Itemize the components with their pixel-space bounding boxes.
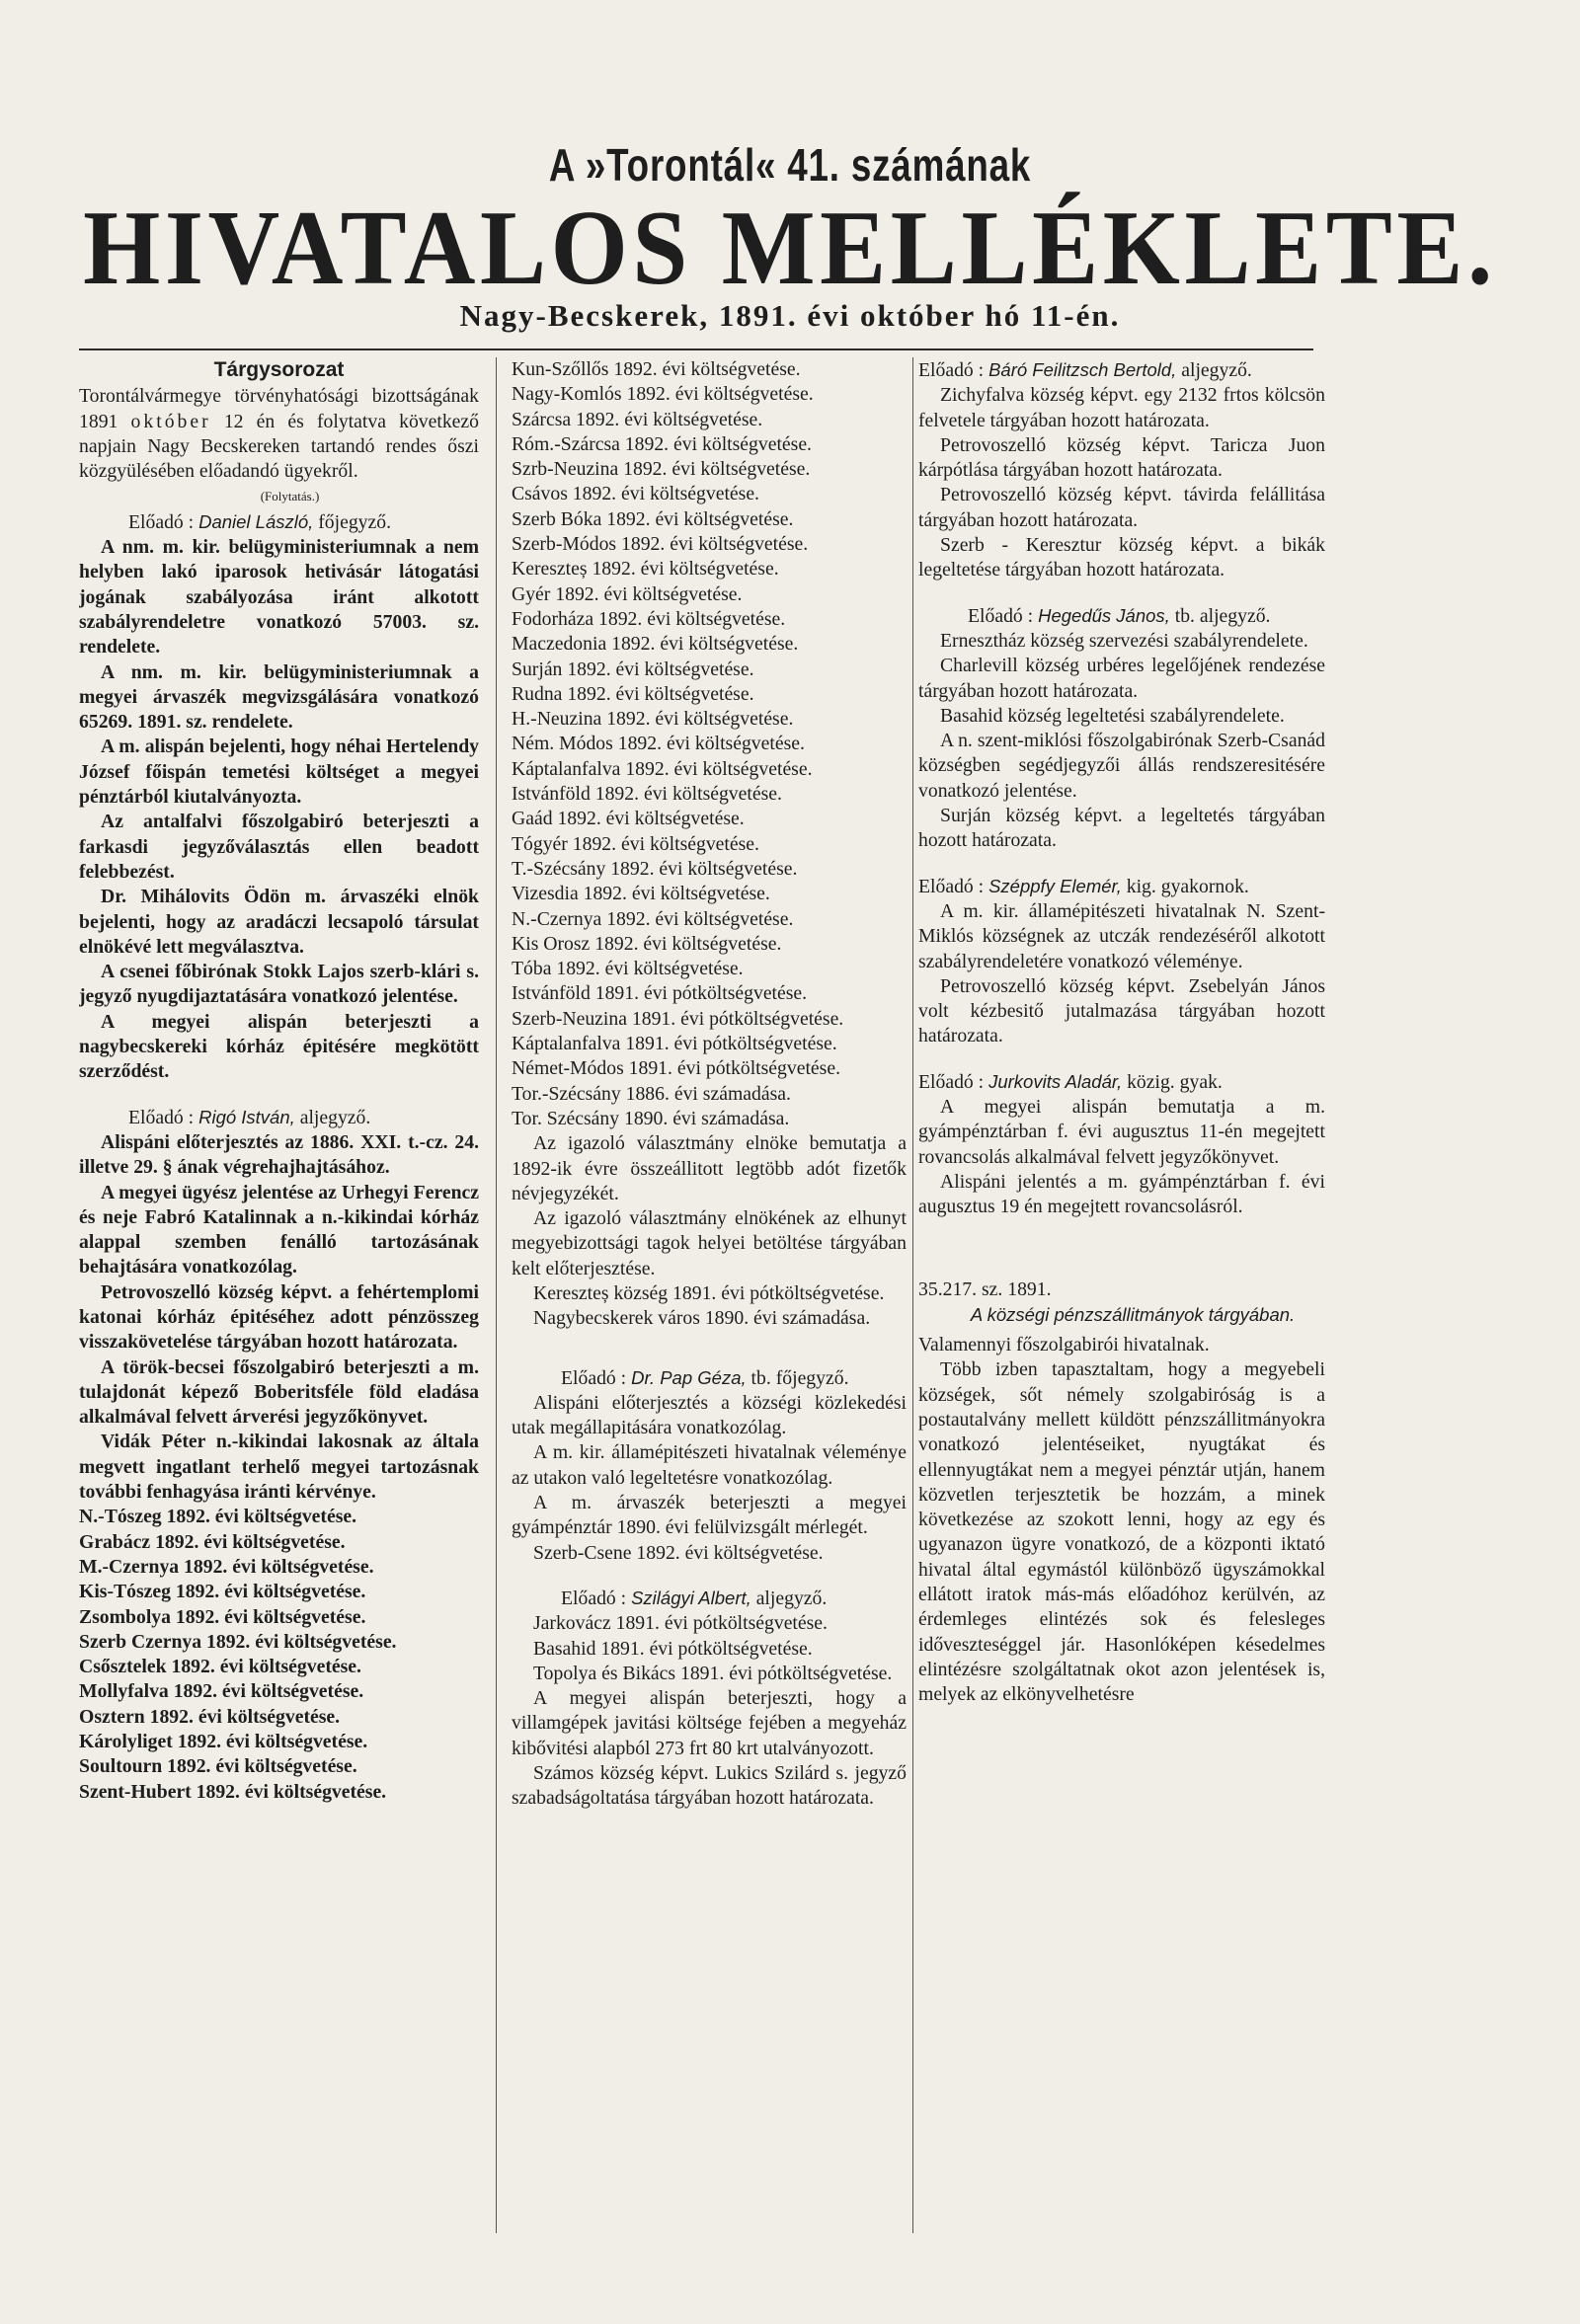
agenda-item: A csenei főbirónak Stokk Lajos szerb-klári s. jegyző nyugdijaztatására vonatkozó jelentése.	[79, 961, 479, 1008]
speaker-name: Szilágyi Albert,	[631, 1587, 751, 1608]
budget-item: Csávos 1892. évi költségvetése.	[512, 483, 759, 505]
masthead-issue-line: A »Torontál« 41. számának	[548, 139, 1032, 191]
agenda-item: A n. szent-miklósi főszolgabirónak Szerb-Csanád községben segédjegyzői állás rendszeresitésére vonatkozó jelentése.	[918, 730, 1325, 802]
speaker-label: Előadó :	[128, 1106, 195, 1128]
speaker-title: aljegyző.	[1181, 359, 1252, 381]
agenda-item: Basahid 1891. évi pótköltségvetése.	[533, 1637, 813, 1660]
budget-item: Kis Orosz 1892. évi költségvetése.	[512, 932, 782, 955]
speaker-label: Előadó :	[918, 359, 985, 381]
speaker-name: Dr. Pap Géza,	[631, 1366, 747, 1388]
budget-item: Szerb Bóka 1892. évi költségvetése.	[512, 507, 794, 530]
budget-item: Gaád 1892. évi költségvetése.	[512, 808, 745, 830]
speaker-feilitzsch	[918, 357, 1325, 383]
agenda-item: A török-becsei főszolgabiró beterjeszti a m. tulajdonát képező Boberitsféle föld eladása alkalmával felvett árverési jegyzőkönyvet.	[79, 1356, 479, 1429]
agenda-item: Szerb - Keresztur község képvt. a bikák legeltetése tárgyában hozott határozata.	[918, 534, 1325, 581]
budget-item: Szerb-Módos 1892. évi költségvetése.	[512, 533, 809, 556]
agenda-item: A nm. m. kir. belügyministeriumnak a nem helyben lakó iparosok hetivásár látogatási jogának szabályozása iránt alkotott szabályrendeletre vonatkozó 57003. sz. rendelete.	[79, 536, 479, 658]
budget-item: Rudna 1892. évi költségvetése.	[512, 682, 754, 705]
agenda-item: Zichyfalva község képvt. egy 2132 frtos kölcsön felvetele tárgyában hozott határozata.	[918, 384, 1325, 431]
agenda-item: Alispáni jelentés a m. gyámpénztárban f. évi augusztus 19 én megejtett rovancsolásról.	[918, 1170, 1325, 1218]
budget-item: Istvánföld 1892. évi költségvetése.	[512, 783, 782, 806]
agenda-item: Surján község képvt. a legeltetés tárgyában hozott határozata.	[918, 805, 1325, 852]
agenda-item: A m. kir. államépitészeti hivatalnak N. Szent-Miklós községnek az utczák rendezéséről alkotott szabályrendeletére vonatkozó véleménye.	[918, 899, 1325, 972]
speaker-hegedus	[918, 603, 1325, 629]
budget-item: Német-Módos 1891. évi pótköltségvetése.	[512, 1057, 840, 1080]
budget-item: Szerb Czernya 1892. évi költségvetése.	[79, 1630, 397, 1653]
speaker-szeppfy	[918, 874, 1325, 899]
speaker-title: tb. aljegyző.	[1174, 604, 1271, 627]
budget-item: Tor.-Szécsány 1886. évi számadása.	[512, 1082, 791, 1105]
agenda-item: Szerb-Csene 1892. évi költségvetése.	[533, 1541, 824, 1564]
column-divider-2	[912, 357, 913, 2233]
agenda-item: Basahid község legeltetési szabályrendelete.	[940, 704, 1285, 727]
budget-item: Tor. Szécsány 1890. évi számadása.	[512, 1107, 790, 1129]
masthead-date-line: Nagy-Becskerek, 1891. évi október hó 11-én.	[459, 298, 1121, 333]
budget-item: Káptalanfalva 1892. évi költségvetése.	[512, 757, 813, 780]
speaker-title: közig. gyak.	[1127, 1070, 1223, 1093]
agenda-item: Alispáni előterjesztés az 1886. XXI. t.-cz. 24. illetve 29. § ának végrehajhajtásához.	[79, 1130, 479, 1179]
budget-item: Kereszteș 1892. évi költségvetése.	[512, 558, 779, 581]
agenda-item: A megyei alispán beterjeszti, hogy a villamgépek javitási költsége fejében a megyeház kibővitési alapból 273 frt 80 krt utalványozott.	[512, 1687, 907, 1759]
speaker-title: aljegyző.	[299, 1106, 371, 1128]
continuation-note: (Folytatás.)	[260, 489, 320, 504]
agenda-item: A megyei alispán beterjeszti a nagybecskereki kórház épitésére megkötött szerződést.	[79, 1010, 479, 1083]
speaker-rigo	[79, 1105, 479, 1130]
budget-item: Istvánföld 1891. évi pótköltségvetése.	[512, 982, 808, 1005]
budget-item: Maczedonia 1892. évi költségvetése.	[512, 633, 799, 656]
budget-item: Mollyfalva 1892. évi költségvetése.	[79, 1680, 364, 1703]
speaker-daniel	[79, 509, 479, 535]
speaker-label: Előadó :	[561, 1366, 627, 1389]
speaker-title: főjegyző.	[318, 510, 392, 533]
agenda-item: Vidák Péter n.-kikindai lakosnak az általa megvett ingatlant terhelő megyei tartozásnak további fenhagyása iránti kérvénye.	[79, 1431, 479, 1504]
agenda-item: Topolya és Bikács 1891. évi pótköltségvetése.	[533, 1662, 893, 1684]
budget-item: Károlyliget 1892. évi költségvetése.	[79, 1731, 368, 1753]
speaker-pap	[512, 1365, 907, 1391]
speaker-name: Daniel László,	[198, 510, 314, 532]
budget-item: Ném. Módos 1892. évi költségvetése.	[512, 733, 805, 755]
speaker-name: Hegedűs János,	[1038, 604, 1170, 626]
agenda-item: A nm. m. kir. belügyministeriumnak a megyei árvaszék megvizsgálására vonatkozó 65269. 1891. sz. rendelete.	[79, 660, 479, 734]
agenda-intro-month: október	[130, 410, 211, 432]
speaker-jurkovits	[918, 1069, 1325, 1095]
speaker-label: Előadó :	[918, 875, 985, 897]
budget-item: Szerb-Neuzina 1891. évi pótköltségvetése.	[512, 1007, 844, 1030]
agenda-item: A megyei alispán bemutatja a m. gyámpénztárban f. évi augusztus 11-én megejtett rovancsolás alkalmával felvett jegyzőkönyvet.	[918, 1096, 1325, 1168]
speaker-label: Előadó :	[968, 604, 1034, 627]
agenda-item: Az igazoló választmány elnöke bemutatja a 1892-ik évre összeállitott legtöbb adót fizetők névjegyzékét.	[512, 1132, 907, 1204]
speaker-label: Előadó :	[561, 1587, 627, 1609]
speaker-label: Előadó :	[918, 1070, 985, 1093]
decree-reference: 35.217. sz. 1891.	[918, 1278, 1052, 1300]
agenda-item: Ernesztház község szervezési szabályrendelete.	[940, 629, 1308, 652]
agenda-item: Petrovoszelló község képvt. távirda felállitása tárgyában hozott határozata.	[918, 484, 1325, 531]
decree-addressee: Valamennyi főszolgabirói hivatalnak.	[918, 1334, 1210, 1356]
budget-item: Gyér 1892. évi költségvetése.	[512, 582, 743, 605]
agenda-item: Petrovoszelló község képvt. Zsebelyán János volt kézbesitő jutalmazása tárgyában hozott határozata.	[918, 974, 1325, 1047]
budget-item: N.-Tószeg 1892. évi költségvetése.	[79, 1506, 357, 1528]
agenda-item: A m. alispán bejelenti, hogy néhai Hertelendy József főispán temetési költséget a megyei pénztárból kiutalványozta.	[79, 736, 479, 809]
header-rule	[79, 349, 1313, 350]
agenda-intro	[79, 384, 479, 484]
budget-item: Soultourn 1892. évi költségvetése.	[79, 1755, 357, 1778]
decree-body: Több izben tapasztaltam, hogy a megyebeli községek, sőt némely szolgabiróság is a postautalvány mellett küldött pénzszállitmányokra vonatkozó jelentéseiket, nyugtákat és ellennyugtákat nem a megyei pénztár utján, hanem közvetlen terjesztetik be hozzám, a minek következése az szokott lenni, hogy az egy és ugyanazon ügyre vonatkozó, de a központi iktató hivatal által egymástól különböző ügyszámokkal ellátott iratok más-más előadóhoz kerülvén, az érdemleges elintézés sok és felesleges időveszteséggel jár. Hasonlóképen késedelmes elintézésre szolgáltatnak okot azon jelentések is, melyek az elkönyvelhetésre	[918, 1358, 1325, 1706]
budget-item: Osztern 1892. évi költségvetése.	[79, 1705, 341, 1728]
agenda-item: Dr. Mihálovits Ödön m. árvaszéki elnök bejelenti, hogy az aradáczi lecsapoló társulat elnökévé lett megválasztva.	[79, 886, 479, 958]
budget-item: Tóba 1892. évi költségvetése.	[512, 958, 744, 980]
agenda-intro-text-b: 12 én és folytatva következő napjain Nagy Becskereken tartandó rendes őszi közgyülésében előadandó ügyekről.	[79, 410, 479, 483]
agenda-heading: Tárgysorozat	[213, 358, 345, 381]
budget-item: N.-Czernya 1892. évi költségvetése.	[512, 907, 794, 930]
budget-item: T.-Szécsány 1892. évi költségvetése.	[512, 857, 798, 880]
speaker-title: tb. főjegyző.	[750, 1366, 849, 1389]
speaker-name: Jurkovits Aladár,	[988, 1070, 1123, 1092]
budget-item: Kis-Tószeg 1892. évi költségvetése.	[79, 1581, 366, 1603]
budget-item: Fodorháza 1892. évi költségvetése.	[512, 607, 786, 630]
agenda-item: Az igazoló választmány elnökének az elhunyt megyebizottsági tagok helyei betöltése tárgyában kelt előterjesztése.	[512, 1207, 907, 1279]
masthead-title: HIVATALOS MELLÉKLETE.	[83, 190, 1497, 307]
decree-subject: A községi pénzszállitmányok tárgyában.	[970, 1303, 1296, 1325]
budget-item: M.-Czernya 1892. évi költségvetése.	[79, 1555, 374, 1578]
agenda-item: Számos község képvt. Lukics Szilárd s. jegyző szabadságoltatása tárgyában hozott határozata.	[512, 1762, 907, 1810]
agenda-item: A m. kir. államépitészeti hivatalnak véleménye az utakon való legeltetésre vonatkozólag.	[512, 1441, 907, 1489]
budget-item: Szrb-Neuzina 1892. évi költségvetése.	[512, 458, 811, 481]
budget-item: Grabácz 1892. évi költségvetése.	[79, 1530, 346, 1553]
budget-item: Szárcsa 1892. évi költségvetése.	[512, 408, 763, 430]
agenda-item: Charlevill község urbéres legelőjének rendezése tárgyában hozott határozata.	[918, 655, 1325, 702]
agenda-item: Kereszteș község 1891. évi pótköltségvetése.	[533, 1281, 885, 1304]
column-2	[512, 357, 907, 1812]
budget-item: Zsombolya 1892. évi költségvetése.	[79, 1605, 366, 1628]
budget-item: Nagy-Komlós 1892. évi költségvetése.	[512, 383, 814, 406]
agenda-item: Az antalfalvi főszolgabiró beterjeszti a farkasdi jegyzőválasztás ellen beadott felebbezést.	[79, 811, 479, 883]
column-divider-1	[496, 357, 497, 2233]
speaker-name: Széppfy Elemér,	[988, 875, 1122, 896]
budget-item: Surján 1892. évi költségvetése.	[512, 658, 754, 680]
agenda-item: Petrovoszelló község képvt. a fehértemplomi katonai kórház épitéséhez adott pénzösszeg visszakövetelése tárgyában hozott határozata.	[79, 1280, 479, 1354]
agenda-item: Petrovoszelló község képvt. Taricza Juon kárpótlása tárgyában hozott határozata.	[918, 433, 1325, 482]
budget-item: Vizesdia 1892. évi költségvetése.	[512, 883, 770, 905]
budget-item: Tógyér 1892. évi költségvetése.	[512, 832, 759, 855]
agenda-item: Jarkovácz 1891. évi pótköltségvetése.	[533, 1612, 828, 1635]
speaker-szilagyi	[512, 1586, 907, 1611]
speaker-title: kig. gyakornok.	[1126, 875, 1249, 897]
agenda-item: Nagybecskerek város 1890. évi számadása.	[533, 1307, 871, 1330]
agenda-item: A m. árvaszék beterjeszti a megyei gyámpénztár 1890. évi felülvizsgált mérlegét.	[512, 1492, 907, 1539]
agenda-item: A megyei ügyész jelentése az Urhegyi Ferencz és neje Fabró Katalinnak a n.-kikindai kórház alappal szemben fenálló tartozásának behajtására vonatkozólag.	[79, 1181, 479, 1278]
speaker-name: Rigó István,	[198, 1106, 295, 1127]
speaker-label: Előadó :	[128, 510, 195, 533]
column-1	[79, 357, 479, 1805]
budget-item: H.-Neuzina 1892. évi költségvetése.	[512, 708, 794, 731]
speaker-title: aljegyző.	[755, 1587, 828, 1609]
agenda-intro-text-a: Torontálvármegye törvényhatósági bizottságának 1891	[79, 385, 479, 432]
budget-item: Kun-Szőllős 1892. évi költségvetése.	[512, 358, 801, 380]
budget-item: Káptalanfalva 1891. évi pótköltségvetése.	[512, 1033, 837, 1055]
budget-item: Szent-Hubert 1892. évi költségvetése.	[79, 1780, 387, 1803]
agenda-item: Alispáni előterjesztés a községi közlekedési utak megállapitására vonatkozólag.	[512, 1391, 907, 1439]
column-3	[918, 357, 1325, 1708]
budget-item: Róm.-Szárcsa 1892. évi költségvetése.	[512, 432, 812, 455]
budget-item: Csősztelek 1892. évi költségvetése.	[79, 1656, 361, 1678]
speaker-name: Báró Feilitzsch Bertold,	[988, 359, 1177, 380]
